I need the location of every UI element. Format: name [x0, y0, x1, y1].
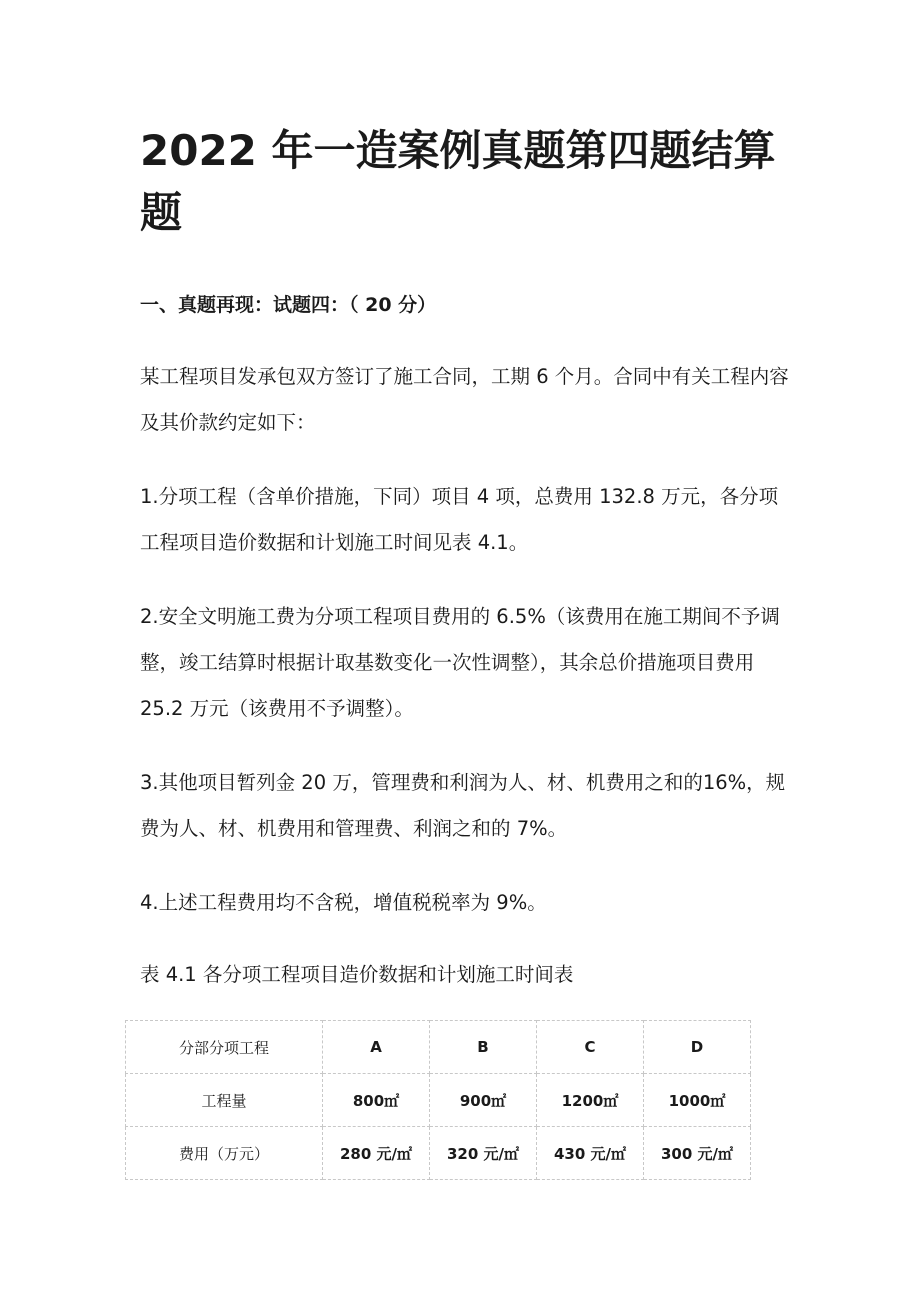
table-cell: 320 元/㎡ — [430, 1127, 537, 1180]
table-cell: 300 元/㎡ — [644, 1127, 751, 1180]
paragraph-item-2: 2.安全文明施工费为分项工程项目费用的 6.5%（该费用在施工期间不予调整，竣工结算时根据计取基数变化一次性调整），其余总价措施项目费用 25.2 万元（该费用不予调整）。 — [140, 605, 780, 720]
paragraph-item-4: 4.上述工程费用均不含税，增值税税率为 9%。 — [140, 891, 547, 914]
table-cell: 1200㎡ — [537, 1074, 644, 1127]
table-header-cell: D — [644, 1021, 751, 1074]
table-header-row — [126, 1021, 751, 1074]
table-cell: 430 元/㎡ — [537, 1127, 644, 1180]
document-title: 2022 年一造案例真题第四题结算题 — [140, 126, 776, 237]
table-header-cell: C — [537, 1021, 644, 1074]
paragraph-item-3: 3.其他项目暂列金 20 万，管理费和利润为人、材、机费用之和的16%，规费为人、材、机费用和管理费、利润之和的 7%。 — [140, 771, 786, 840]
table-cell: 800㎡ — [323, 1074, 430, 1127]
table-row — [126, 1127, 751, 1180]
table-header-cell: 分部分项工程 — [126, 1021, 323, 1074]
table-row-label: 费用（万元） — [126, 1127, 323, 1180]
paragraph-item-1: 1.分项工程（含单价措施，下同）项目 4 项，总费用 132.8 万元，各分项工程项目造价数据和计划施工时间见表 4.1。 — [140, 485, 779, 554]
table-cell: 1000㎡ — [644, 1074, 751, 1127]
cost-table — [125, 1020, 751, 1180]
table-header-cell: A — [323, 1021, 430, 1074]
table-row-label: 工程量 — [126, 1074, 323, 1127]
table-caption: 表 4.1 各分项工程项目造价数据和计划施工时间表 — [140, 963, 574, 986]
table-cell: 280 元/㎡ — [323, 1127, 430, 1180]
table-cell: 900㎡ — [430, 1074, 537, 1127]
paragraph-intro: 某工程项目发承包双方签订了施工合同，工期 6 个月。合同中有关工程内容及其价款约定如下： — [140, 365, 789, 434]
table-header-cell: B — [430, 1021, 537, 1074]
section-heading: 一、真题再现：试题四：（ 20 分） — [140, 294, 437, 316]
table-row — [126, 1074, 751, 1127]
